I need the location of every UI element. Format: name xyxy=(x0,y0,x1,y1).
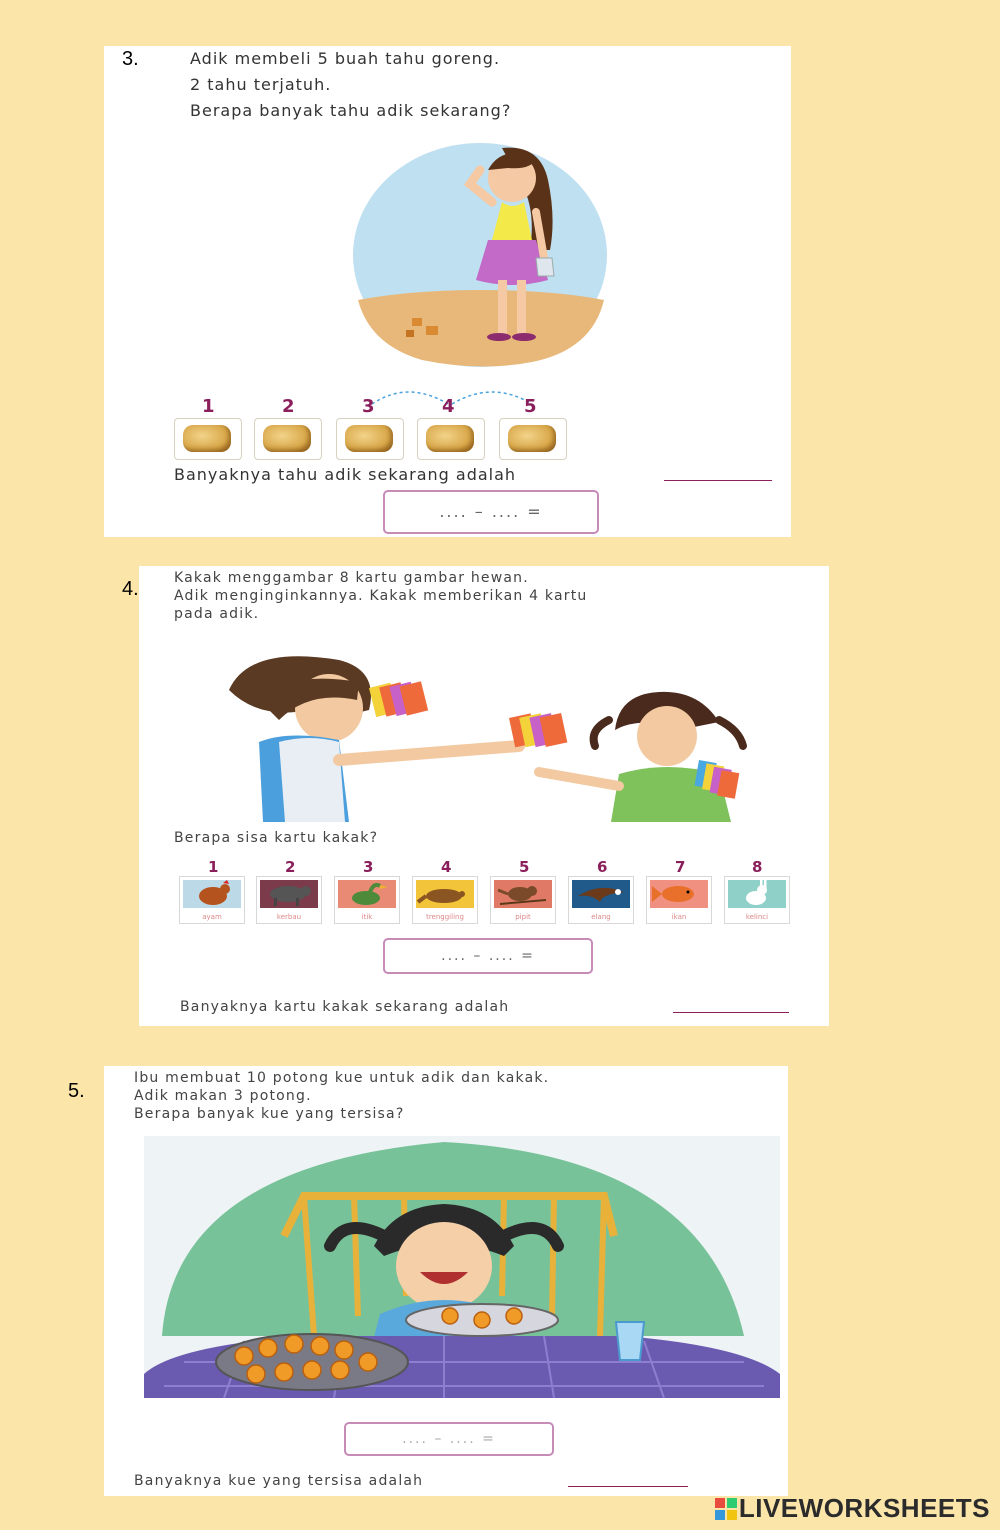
question-prompt: Berapa sisa kartu kakak? xyxy=(174,830,379,846)
card-number: 1 xyxy=(208,858,219,876)
animal-card-elang xyxy=(568,876,634,924)
count-number: 1 xyxy=(202,396,215,417)
animal-label: kelinci xyxy=(745,913,769,921)
animal-card-ikan xyxy=(646,876,712,924)
question-line: pada adik. xyxy=(174,606,260,622)
card-number: 8 xyxy=(752,858,763,876)
chicken-icon xyxy=(183,880,241,908)
question-text xyxy=(174,569,587,623)
equation-text: .... – .... = xyxy=(441,948,535,964)
question-3-card xyxy=(104,46,791,537)
card-number: 6 xyxy=(597,858,608,876)
question-text xyxy=(134,1069,549,1123)
question-line: Adik membeli 5 buah tahu goreng. xyxy=(190,49,501,68)
question-line: Berapa banyak tahu adik sekarang? xyxy=(190,101,512,120)
question-text xyxy=(190,46,511,124)
fried-tofu-icon xyxy=(345,425,393,452)
animal-label: ayam xyxy=(202,913,222,921)
buffalo-icon xyxy=(260,880,318,908)
fried-tofu-icon xyxy=(263,425,311,452)
answer-blank[interactable] xyxy=(673,1012,789,1013)
card-number: 4 xyxy=(441,858,452,876)
card-number: 5 xyxy=(519,858,530,876)
animal-card-ayam xyxy=(179,876,245,924)
equation-box[interactable] xyxy=(344,1422,554,1456)
count-number: 5 xyxy=(524,396,537,417)
sparrow-icon xyxy=(494,880,552,908)
liveworksheets-logo xyxy=(715,1493,990,1524)
fried-tofu-icon xyxy=(426,425,474,452)
answer-prompt: Banyaknya kartu kakak sekarang adalah xyxy=(180,999,510,1015)
question-number: 4. xyxy=(122,578,139,600)
eagle-icon xyxy=(572,880,630,908)
animal-card-trenggiling xyxy=(412,876,478,924)
question-number: 5. xyxy=(68,1080,85,1102)
equation-text: .... – .... = xyxy=(402,1431,496,1447)
brand-name: LIVEWORKSHEETS xyxy=(738,1493,990,1523)
question-line: 2 tahu terjatuh. xyxy=(190,75,332,94)
animal-card-kelinci xyxy=(724,876,790,924)
count-number: 3 xyxy=(362,396,375,417)
answer-blank[interactable] xyxy=(664,480,772,481)
equation-text: .... – .... = xyxy=(439,502,543,521)
question-4-card xyxy=(139,566,829,1026)
answer-blank[interactable] xyxy=(568,1486,688,1487)
question-line: Adik menginginkannya. Kakak memberikan 4 kartu xyxy=(174,588,588,604)
question-line: Adik makan 3 potong. xyxy=(134,1088,312,1104)
tofu-item xyxy=(174,418,242,460)
answer-prompt: Banyaknya tahu adik sekarang adalah xyxy=(174,465,517,484)
animal-label: itik xyxy=(361,913,373,921)
children-sharing-cards-illustration xyxy=(219,650,799,822)
girl-eating-cake-illustration xyxy=(144,1136,780,1398)
count-number: 2 xyxy=(282,396,295,417)
fried-tofu-icon xyxy=(183,425,231,452)
question-line: Berapa banyak kue yang tersisa? xyxy=(134,1106,405,1122)
animal-card-pipit xyxy=(490,876,556,924)
card-number: 2 xyxy=(285,858,296,876)
duck-icon xyxy=(338,880,396,908)
animal-label: pipit xyxy=(515,913,531,921)
answer-prompt: Banyaknya kue yang tersisa adalah xyxy=(134,1473,424,1489)
animal-label: ikan xyxy=(671,913,687,921)
animal-card-kerbau xyxy=(256,876,322,924)
animal-label: elang xyxy=(591,913,611,921)
equation-box[interactable] xyxy=(383,938,593,974)
tofu-item xyxy=(336,418,404,460)
animal-label: kerbau xyxy=(276,913,302,921)
fried-tofu-icon xyxy=(508,425,556,452)
animal-card-itik xyxy=(334,876,400,924)
liveworksheets-icon xyxy=(715,1498,737,1520)
tofu-item xyxy=(499,418,567,460)
tofu-item xyxy=(254,418,322,460)
rabbit-icon xyxy=(728,880,786,908)
card-number: 3 xyxy=(363,858,374,876)
question-line: Ibu membuat 10 potong kue untuk adik dan kakak. xyxy=(134,1070,550,1086)
pangolin-icon xyxy=(416,880,474,908)
question-5-card xyxy=(104,1066,788,1496)
fish-icon xyxy=(650,880,708,908)
question-number: 3. xyxy=(122,48,139,70)
crying-girl-illustration xyxy=(352,140,612,380)
question-line: Kakak menggambar 8 kartu gambar hewan. xyxy=(174,570,529,586)
card-number: 7 xyxy=(675,858,686,876)
count-number: 4 xyxy=(442,396,455,417)
equation-box[interactable] xyxy=(383,490,599,534)
animal-label: trenggiling xyxy=(426,913,464,921)
tofu-item xyxy=(417,418,485,460)
